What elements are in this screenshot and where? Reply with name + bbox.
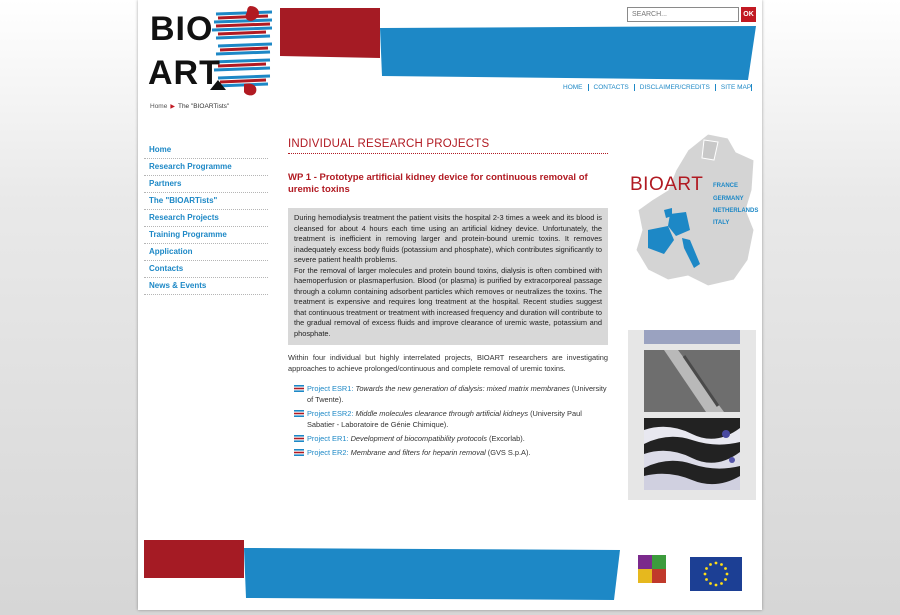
map-country-italy: ITALY — [713, 220, 730, 226]
list-item — [288, 383, 608, 405]
topnav-home[interactable]: HOME — [558, 84, 589, 91]
stripes-bullet-icon — [294, 435, 304, 442]
membrane-micrographs — [628, 330, 756, 500]
project-code: Project ER1: — [307, 434, 349, 443]
marie-curie-actions-logo[interactable] — [638, 555, 674, 591]
project-org: (GVS S.p.A). — [487, 448, 531, 457]
sidebar-item-research-programme[interactable]: Research Programme — [144, 159, 268, 176]
search-input[interactable] — [627, 7, 739, 22]
bioart-logo[interactable] — [146, 4, 272, 100]
breadcrumb — [150, 103, 229, 110]
logo-text-art: ART — [148, 54, 221, 92]
project-title: Towards the new generation of dialysis: mixed matrix membranes — [355, 384, 570, 393]
list-item — [288, 433, 608, 444]
sidebar-item-home[interactable]: Home — [144, 142, 268, 159]
sidebar-item-partners[interactable]: Partners — [144, 176, 268, 193]
project-org: (University Paul Sabatier - Laboratoire de Génie Chimique). — [307, 409, 582, 429]
map-country-germany: GERMANY — [713, 196, 744, 202]
description-paragraph-2: For the removal of larger molecules and protein bound toxins, dialysis is often combined with haemoperfusion or plasmaperfusion. Blood (or plasma) is purified by extracorporeal passage through a column containing adsorbent particles which removes or neutralizes the toxins. The treatment is expensive and requires long treatment at the hospital. Recent studies suggest that continuous treatment or treatment with increased frequency and duration will contribute to the gradual removal of excess fluids and improve clearance of uremic waste, potassium and phosphate. — [294, 265, 602, 338]
image-gallery — [628, 330, 756, 500]
project-org: (University of Twente). — [307, 384, 607, 404]
topnav-disclaimer-credits[interactable]: DISCLAIMER/CREDITS — [635, 84, 716, 91]
main-content — [288, 138, 608, 461]
page-title: INDIVIDUAL RESEARCH PROJECTS — [288, 138, 608, 154]
description-box — [288, 208, 608, 345]
europe-map[interactable] — [628, 130, 759, 290]
topnav-contacts[interactable]: CONTACTS — [589, 84, 635, 91]
list-item — [288, 408, 608, 430]
project-code: Project ESR2: — [307, 409, 354, 418]
topnav-site-map[interactable]: SITE MAP — [716, 84, 752, 91]
map-bioart-label: BIOART — [630, 174, 704, 195]
breadcrumb-current: The "BIOARTists" — [177, 103, 230, 110]
top-navigation — [558, 84, 752, 96]
sidebar-item-news-events[interactable]: News & Events — [144, 278, 268, 295]
stripes-bullet-icon — [294, 385, 304, 392]
sidebar-item-bioartists[interactable]: The "BIOARTists" — [144, 193, 268, 210]
eu-stars-icon — [690, 557, 742, 591]
search-ok-button[interactable]: OK — [741, 7, 756, 22]
sidebar-menu — [144, 142, 268, 295]
description-paragraph-1: During hemodialysis treatment the patient visits the hospital 2-3 times a week and its blood is cleansed for about 4 hours each time using an artificial kidney device. Unfortunately, the treatment is inefficient in removing larger and protein-bound uremic toxins. It removes inadequately excess body fluids (potassium and phosphate), which contributes significantly to severe patient health problems. — [294, 213, 602, 264]
breadcrumb-arrow-icon: ▶ — [170, 104, 175, 110]
project-code: Project ER2: — [307, 448, 349, 457]
project-list — [288, 383, 608, 458]
eu-flag-logo[interactable] — [690, 557, 742, 591]
project-org: (Excorlab). — [489, 434, 525, 443]
logo-text-bio: BIO — [150, 10, 214, 48]
project-title: Development of biocompatibility protocols — [350, 434, 487, 443]
footer-banner-graphic — [144, 538, 628, 602]
map-country-france: FRANCE — [713, 183, 738, 189]
wp-title: WP 1 - Prototype artificial kidney device for continuous removal of uremic toxins — [288, 172, 588, 195]
list-item — [288, 447, 608, 458]
sidebar-item-contacts[interactable]: Contacts — [144, 261, 268, 278]
map-country-netherlands: NETHERLANDS — [713, 208, 759, 214]
project-title: Middle molecules clearance through artificial kidneys — [355, 409, 529, 418]
intro-paragraph: Within four individual but highly interrelated projects, BIOART researchers are investigating approaches to achieve prolonged/continuous and complete removal of uremic toxins. — [288, 353, 608, 373]
project-title: Membrane and filters for heparin removal — [350, 448, 486, 457]
project-code: Project ESR1: — [307, 384, 354, 393]
sidebar-item-research-projects[interactable]: Research Projects — [144, 210, 268, 227]
sidebar-item-application[interactable]: Application — [144, 244, 268, 261]
stripes-bullet-icon — [294, 410, 304, 417]
page-container — [138, 0, 762, 610]
stripes-bullet-icon — [294, 449, 304, 456]
breadcrumb-home[interactable]: Home — [150, 103, 168, 110]
sidebar-item-training-programme[interactable]: Training Programme — [144, 227, 268, 244]
